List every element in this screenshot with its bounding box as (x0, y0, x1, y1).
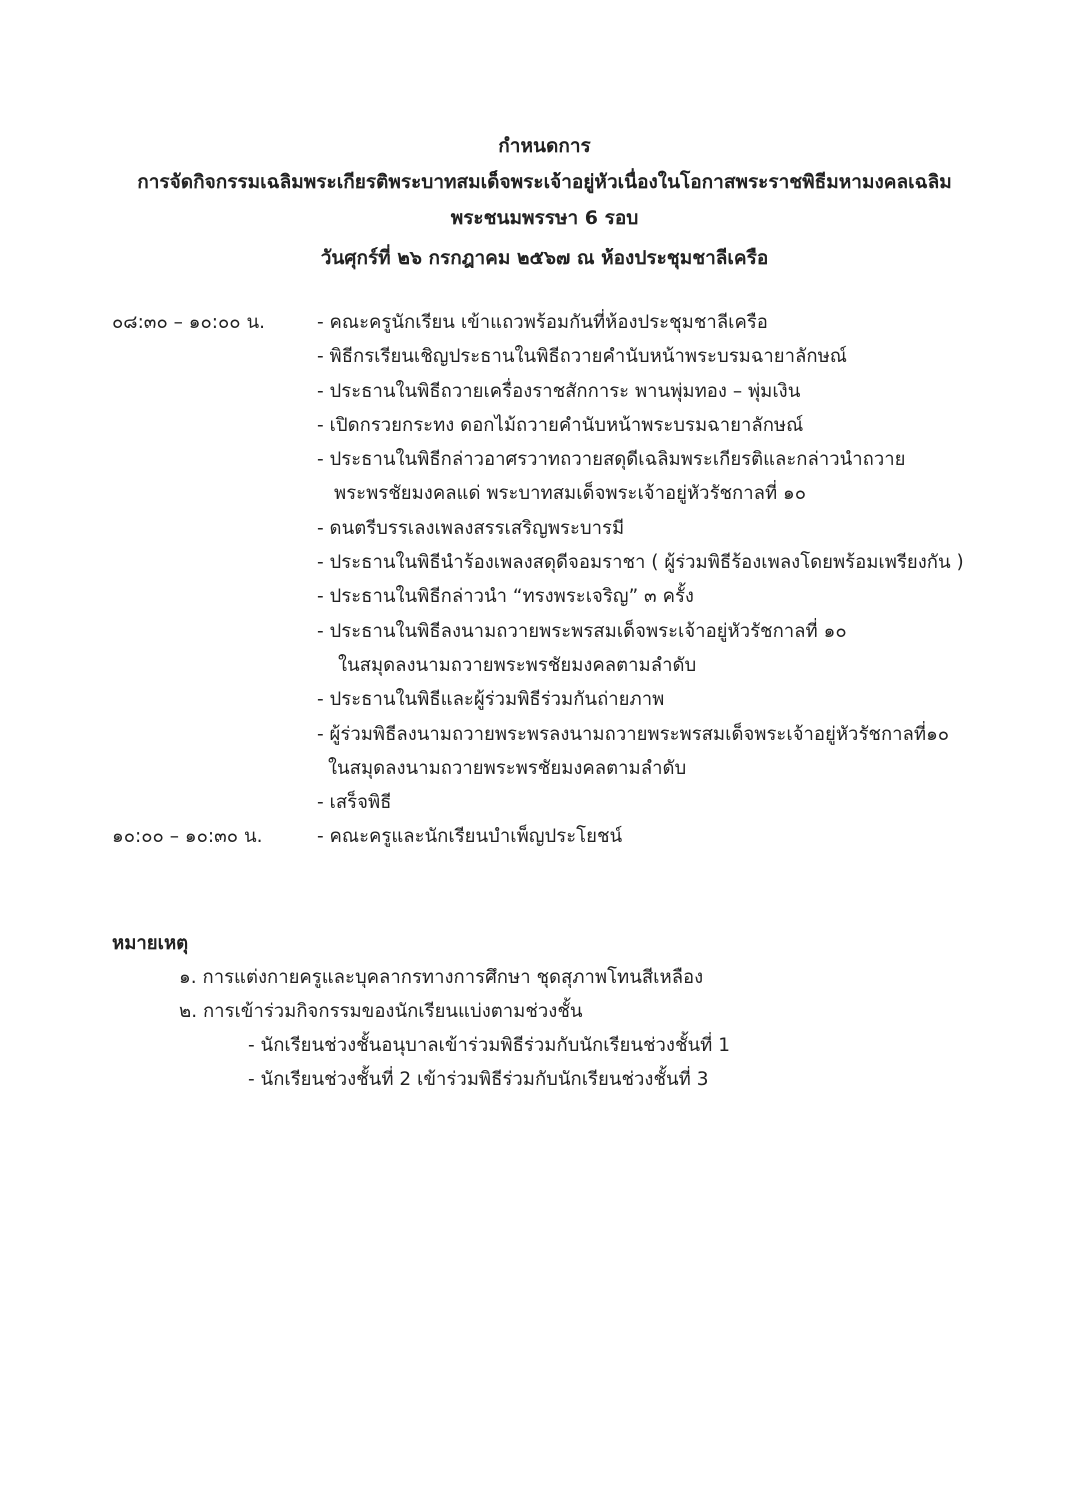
schedule-row (112, 683, 1072, 717)
schedule-row (112, 615, 1072, 649)
schedule-item: - ประธานในพิธีนำร้องเพลงสดุดีจอมราชา ( ผู้ร่วมพิธีร้องเพลงโดยพร้อมเพรียงกัน ) (317, 552, 964, 574)
event-subtitle-line-2: พระชนมพรรษา 6 รอบ (450, 207, 639, 229)
schedule-row (112, 752, 1072, 786)
event-date-venue: วันศุกร์ที่ ๒๖ กรกฎาคม ๒๕๖๗ ณ ห้องประชุมชาลีเครือ (320, 247, 769, 269)
document-title: กำหนดการ (498, 135, 591, 157)
schedule-row (112, 306, 1072, 340)
schedule-item: - พิธีกรเรียนเชิญประธานในพิธีถวายคำนับหน้าพระบรมฉายาลักษณ์ (317, 346, 847, 368)
schedule-row (112, 820, 1072, 854)
schedule-row (112, 375, 1072, 409)
schedule-time: ๑๐:๐๐ – ๑๐:๓๐ น. (112, 826, 263, 848)
note-item: ๒. การเข้าร่วมกิจกรรมของนักเรียนแบ่งตามช่วงชั้น (179, 1001, 583, 1022)
schedule-item: - เสร็จพิธี (317, 792, 392, 814)
schedule-item: - ประธานในพิธีกล่าวนำ “ทรงพระเจริญ” ๓ ครั้ง (317, 586, 694, 608)
note-subitem: - นักเรียนช่วงชั้นอนุบาลเข้าร่วมพิธีร่วมกับนักเรียนช่วงชั้นที่ 1 (248, 1035, 731, 1056)
event-subtitle-line-1: การจัดกิจกรรมเฉลิมพระเกียรติพระบาทสมเด็จพระเจ้าอยู่หัวเนื่องในโอกาสพระราชพิธีมหามงคลเฉลิม (137, 171, 952, 193)
document-header (0, 128, 1089, 276)
note-subitem: - นักเรียนช่วงชั้นที่ 2 เข้าร่วมพิธีร่วมกับนักเรียนช่วงชั้นที่ 3 (248, 1069, 709, 1090)
schedule-item: - ประธานในพิธีกล่าวอาศรวาทถวายสดุดีเฉลิมพระเกียรติและกล่าวนำถวาย (317, 449, 906, 471)
schedule-row (112, 443, 1072, 477)
schedule-item: - ประธานในพิธีลงนามถวายพระพรสมเด็จพระเจ้าอยู่หัวรัชกาลที่ ๑๐ (317, 620, 847, 642)
schedule-item: - คณะครูและนักเรียนบำเพ็ญประโยชน์ (317, 826, 623, 848)
schedule-item-continuation: พระพรชัยมงคลแด่ พระบาทสมเด็จพระเจ้าอยู่หัวรัชกาลที่ ๑๐ (334, 483, 807, 505)
schedule-row (112, 340, 1072, 374)
schedule-item: - เปิดกรวยกระทง ดอกไม้ถวายคำนับหน้าพระบรมฉายาลักษณ์ (317, 414, 804, 436)
schedule-row (112, 580, 1072, 614)
schedule-row (112, 512, 1072, 546)
schedule-item-continuation: ในสมุดลงนามถวายพระพรชัยมงคลตามลำดับ (338, 654, 697, 676)
schedule-item: - คณะครูนักเรียน เข้าแถวพร้อมกันที่ห้องประชุมชาลีเครือ (317, 312, 768, 333)
schedule-time: ๐๘:๓๐ – ๑๐:๐๐ น. (112, 312, 266, 333)
schedule-item: - ประธานในพิธีและผู้ร่วมพิธีร่วมกันถ่ายภาพ (317, 689, 665, 711)
schedule-row (112, 649, 1072, 683)
schedule-table (112, 306, 1072, 855)
schedule-row (112, 786, 1072, 820)
note-item: ๑. การแต่งกายครูและบุคลากรทางการศึกษา ชุดสุภาพโทนสีเหลือง (179, 967, 704, 988)
schedule-row (112, 477, 1072, 511)
schedule-item: - ประธานในพิธีถวายเครื่องราชสักการะ พานพุ่มทอง – พุ่มเงิน (317, 380, 801, 402)
schedule-item: - ดนตรีบรรเลงเพลงสรรเสริญพระบารมี (317, 517, 625, 539)
schedule-row (112, 409, 1072, 443)
schedule-item-continuation: ในสมุดลงนามถวายพระพรชัยมงคลตามลำดับ (328, 757, 687, 779)
notes-heading: หมายเหตุ (112, 933, 189, 954)
schedule-row (112, 718, 1072, 752)
notes-section (112, 927, 1072, 1097)
schedule-item: - ผู้ร่วมพิธีลงนามถวายพระพรลงนามถวายพระพรสมเด็จพระเจ้าอยู่หัวรัชกาลที่๑๐ (317, 723, 950, 745)
schedule-row (112, 546, 1072, 580)
